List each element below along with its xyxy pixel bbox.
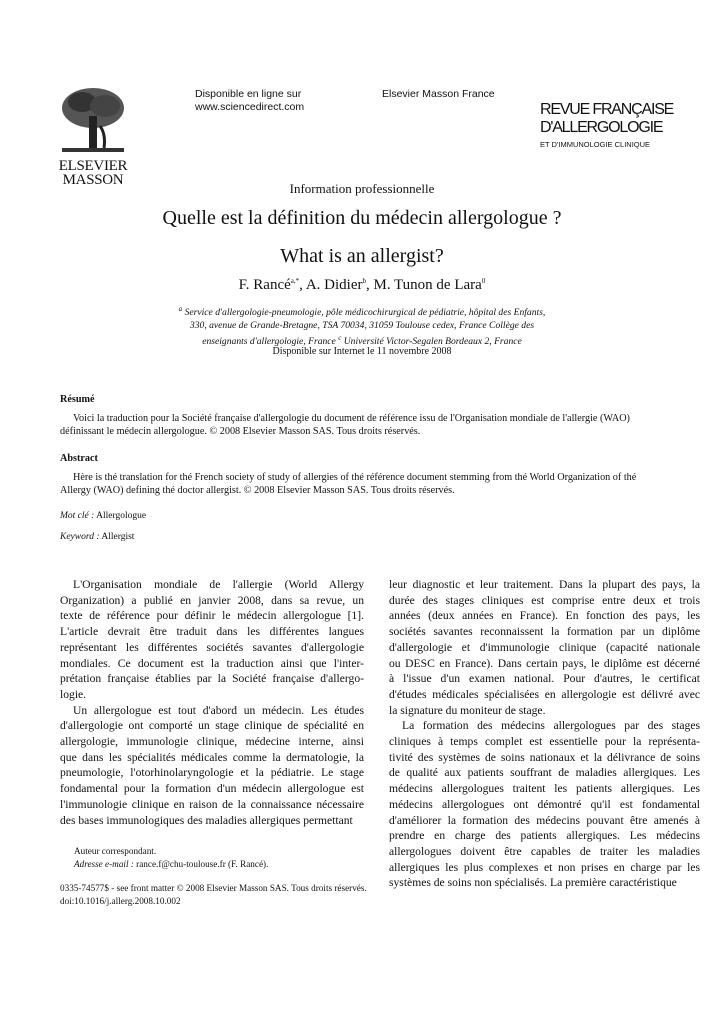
publisher-name: Elsevier Masson France [382, 88, 495, 100]
corresponding-author: Auteur correspondant. [74, 846, 157, 856]
keyword-en [60, 531, 700, 544]
body-line: prétation française établies par la Société française d'allergo- [60, 672, 364, 686]
body-column-left [60, 577, 364, 828]
tree-logo-icon [60, 86, 126, 154]
sciencedirect-link[interactable]: www.sciencedirect.com [195, 101, 305, 113]
body-line: de qualité aux patients souffrant de maladies allergiques. Les [389, 766, 700, 780]
body-line: La formation des médecins allergologues par des stages [402, 719, 700, 733]
abstract-heading: Abstract [60, 453, 98, 464]
body-line: prendre en charge des patients allergiques. Les médecins [389, 829, 700, 843]
body-line: allergiques les plus complexes et non prises en charge par les [389, 860, 700, 874]
available-date: Disponible sur Internet le 11 novembre 2008 [272, 346, 452, 357]
body-line: Organization) a publié en janvier 2008, dans sa revue, un [60, 593, 364, 607]
author: F. Rancé [238, 277, 291, 293]
resume-heading: Résumé [60, 394, 95, 405]
footer [60, 882, 367, 908]
body-line: allergologie, immunologie clinique, médecine interne, ainsi [60, 735, 364, 749]
journal-line-1: REVUE FRANÇAISE [540, 101, 674, 118]
body-line: l'immunologie clinique en raison de la connaissance nécessaire [60, 797, 364, 811]
email-label: Adresse e-mail : [74, 859, 134, 869]
affiliation-line: Université Victor-Segalen Bordeaux 2, France [343, 336, 522, 348]
body-line: sociétés savantes reconnaissent la formation par un diplôme [389, 625, 700, 639]
issn-line: 0335-74577$ - see front matter © 2008 Elsevier Masson SAS. Tous droits réservés. [60, 883, 367, 893]
title-fr: Quelle est la définition du médecin allergologue ? [162, 207, 562, 229]
body-line: médecins allergologues traitent les patients allergiques. Les [389, 782, 700, 796]
body-line: d'études médicales spécialisées en allergologie est délivré avec [389, 687, 700, 701]
body-line: allergologues doivent être capables de traiter les maladies [389, 844, 700, 858]
body-line: la signature du moniteur de stage. [389, 703, 546, 717]
body-line: cliniques à temps complet est essentielle pour la représenta- [389, 735, 700, 749]
body-line: pneumologie, l'otorhinolaryngologie et la pédiatrie. Le stage [60, 766, 364, 780]
abstract-line: Hère is thé translation for thé French society of study of allergies of thé référence document stemming from thé World Organization of thé [73, 472, 637, 483]
body-line: systèmes de soins non spécialisés. La première caractéristique [389, 876, 677, 890]
affiliation-mark: c [338, 334, 342, 343]
body-line: mondiales. Ce document est la traduction ainsi que l'inter- [60, 656, 364, 670]
keyword-label: Mot clé : [60, 511, 95, 521]
resume-line: définissant le médecin allergologue. © 2008 Elsevier Masson SAS. Tous droits réservés. [60, 426, 421, 437]
body-line: années (deux années en France). En fonction des pays, les [389, 609, 700, 623]
body-line: durée des stages cliniques est comprise entre deux et trois [389, 593, 700, 607]
abstract-line: Allergy (WAO) defining thé doctor allergist. © 2008 Elsevier Masson SAS. Tous droits réservés. [60, 485, 455, 496]
article-category: Information professionnelle [289, 181, 435, 196]
affiliation-line: 330, avenue de Grande-Bretagne, TSA 70034, 31059 Toulouse cedex, France Collège des [189, 319, 535, 331]
keyword-fr [60, 510, 700, 523]
body-line: représentant les différentes sociétés savantes d'allergologie [60, 640, 364, 654]
journal-line-2: D'ALLERGOLOGIE [540, 119, 663, 136]
affiliations [0, 303, 724, 349]
journal-title [540, 101, 700, 151]
body-line: leur diagnostic et leur traitement. Dans la plupart des pays, la [389, 578, 700, 591]
body-line: logie. [60, 687, 87, 701]
author-sup: b [362, 277, 366, 285]
logo-line-1: ELSEVIER [58, 158, 128, 174]
body-line: Un allergologue est tout d'abord un médecin. Les études [73, 703, 364, 717]
author-sup: 0 [481, 277, 486, 285]
logo-line-2: MASSON [62, 172, 124, 188]
elsevier-logo [57, 86, 129, 187]
body-line: L'Organisation mondiale de l'allergie (World Allergy [73, 578, 364, 591]
doi-link[interactable]: doi:10.1016/j.allerg.2008.10.002 [60, 896, 181, 906]
body-line: L'article devrait être traduit dans les différentes langues [60, 625, 364, 639]
body-line: tivité des systèmes de soins nationaux et la délivrance de soins [389, 750, 700, 764]
body-line: texte de référence pour définir le médecin allergologue [1]. [60, 609, 364, 623]
authors: F. Rancé$^{a,*}$, A. Didier$^b$, M. Tunon de Lara$^0$ [238, 277, 486, 293]
keyword-label: Keyword : [60, 532, 100, 542]
body-line: que dans les spécialités médicales comme la dermatologie, la [60, 750, 364, 764]
author: A. Didier [305, 277, 363, 293]
author-sup: a,* [290, 277, 300, 285]
resume-section [60, 393, 700, 438]
journal-line-3: ET D'IMMUNOLOGIE CLINIQUE [540, 140, 651, 149]
affiliation-line: enseignants d'allergologie, France [202, 336, 336, 348]
body-line: ou DESC en France). Dans certain pays, le diplôme est décerné [389, 656, 700, 670]
keyword-value: Allergologue [96, 511, 147, 521]
body-line: à l'issue d'un examen national. Pour d'autres, le certificat [389, 672, 700, 686]
body-line: fondamental pour la formation d'un médecin allergologue est [60, 782, 364, 796]
body-line: d'améliorer la formation des médecins pouvant être amenés à [389, 813, 700, 827]
author: M. Tunon de Lara [373, 277, 482, 293]
body-line: d'allergologie ont comporté un stage clinique de spécialité en [60, 719, 364, 733]
keyword-value: Allergist [101, 532, 135, 542]
body-line: des bases immunologiques des maladies allergiques permettant [60, 813, 353, 827]
email-link[interactable]: rance.f@chu-toulouse.fr (F. Rancé). [136, 859, 269, 869]
title-en: What is an allergist? [280, 245, 444, 267]
available-online-text: Disponible en ligne sur [195, 88, 302, 100]
body-line: médecins allergologues ont démontré qu'il est fondamental [389, 797, 700, 811]
body-column-right [389, 577, 700, 891]
abstract-section [60, 452, 700, 497]
affiliation-mark: a [178, 305, 183, 313]
body-line: d'allergologie et d'immunologie clinique (capacité nationale [389, 640, 700, 654]
resume-line: Voici la traduction pour la Société française d'allergologie du document de référence issu de l'Organisation mondiale de l'allergie (WAO) [73, 413, 630, 424]
availability [195, 88, 304, 114]
affiliation-line: Service d'allergologie-pneumologie, pôle médicochirurgical de pédiatrie, hôpital des Enfants, [184, 307, 546, 319]
footnote [74, 845, 268, 871]
